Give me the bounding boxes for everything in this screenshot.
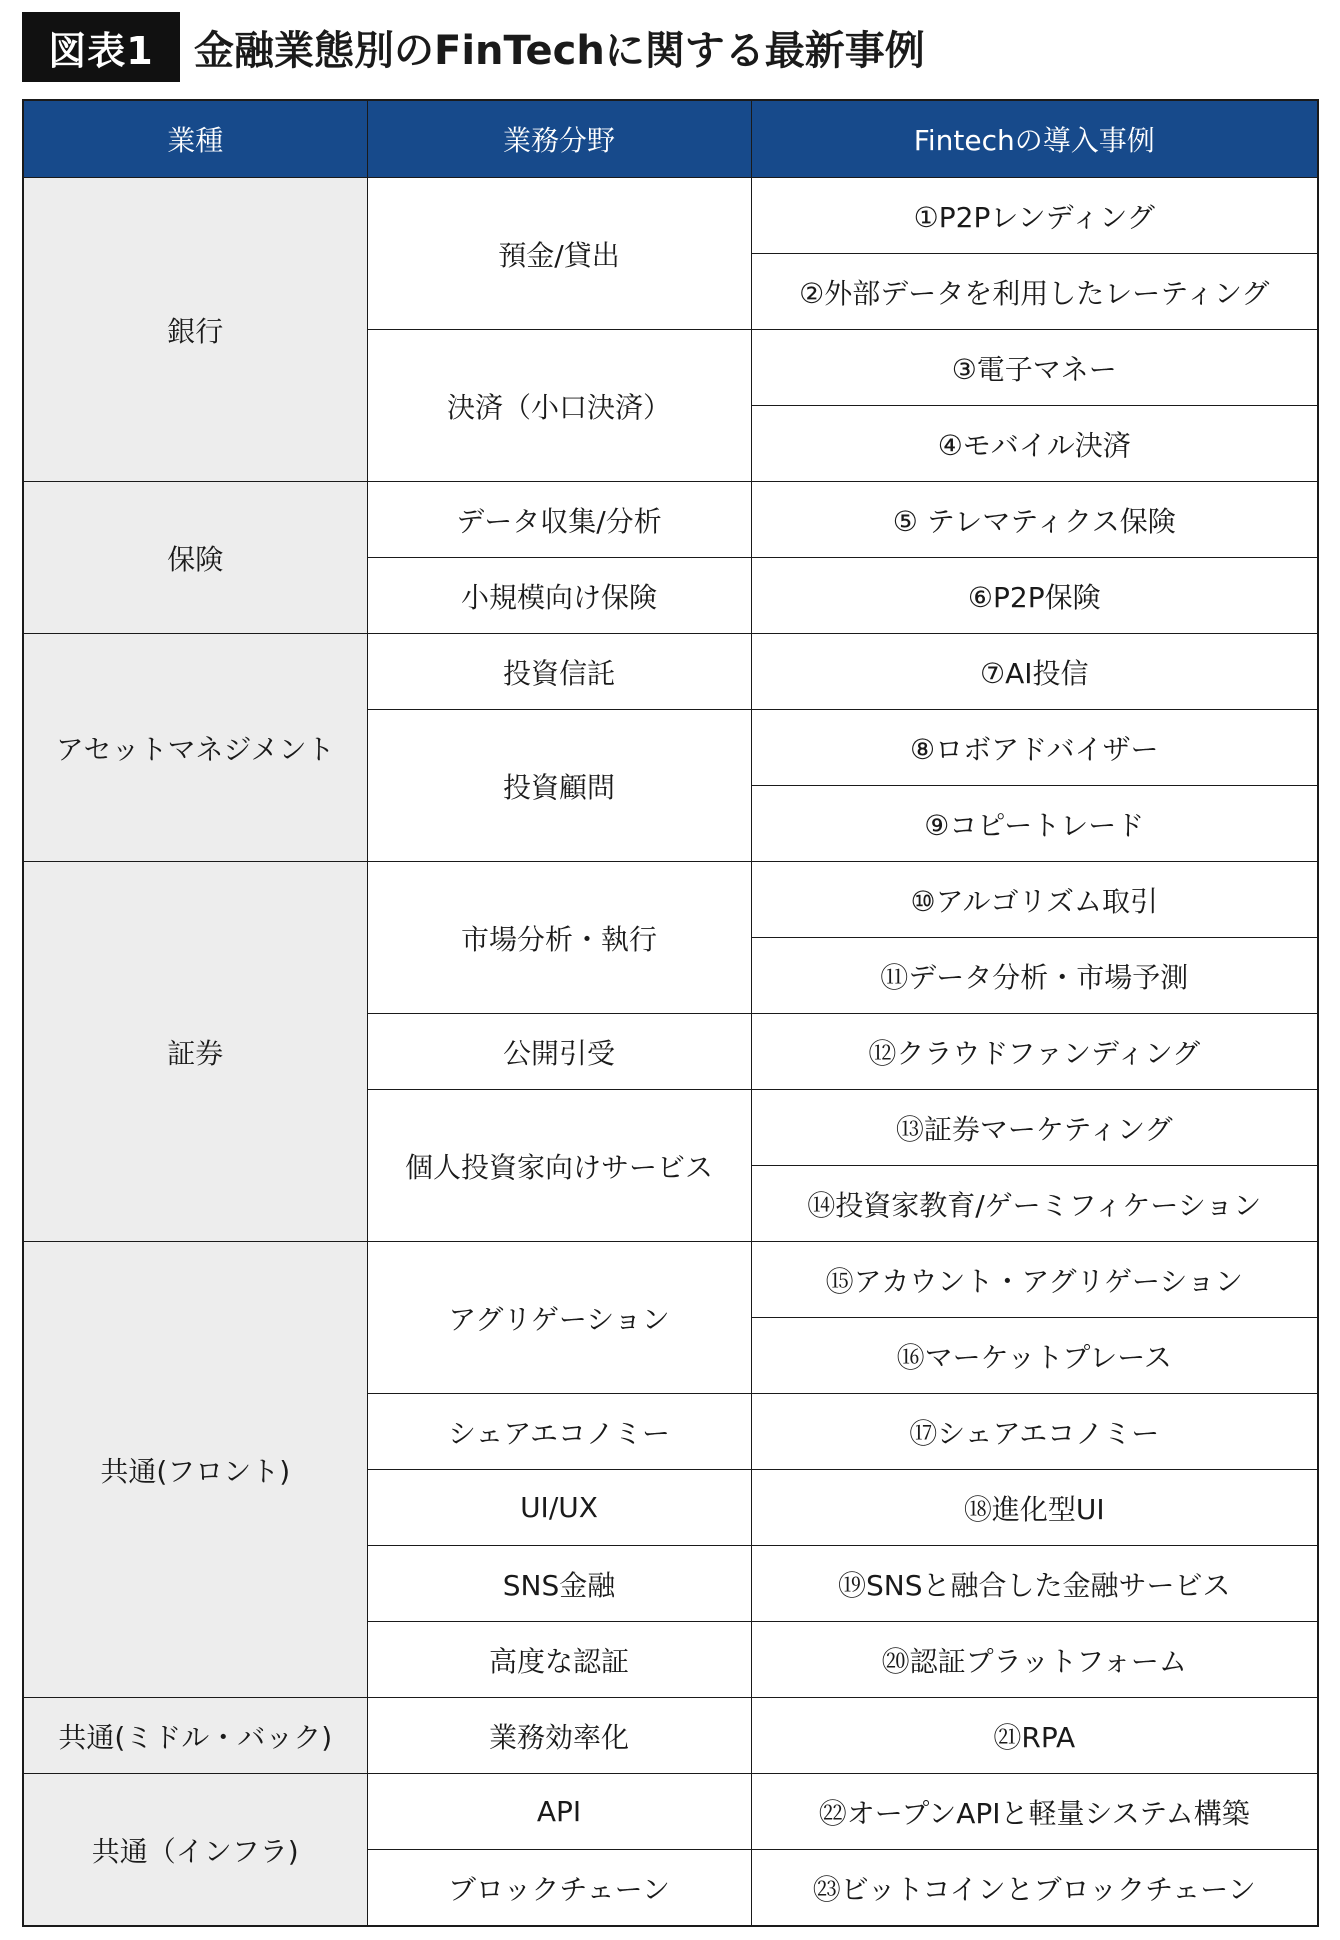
field-cell: データ収集/分析: [367, 482, 751, 558]
header-example: Fintechの導入事例: [751, 100, 1318, 178]
field-cell: 公開引受: [367, 1014, 751, 1090]
field-cell: 投資信託: [367, 634, 751, 710]
industry-cell: 共通（インフラ): [23, 1774, 367, 1927]
example-cell: ⑪データ分析・市場予測: [751, 938, 1318, 1014]
industry-cell: アセットマネジメント: [23, 634, 367, 862]
example-cell: ⑥P2P保険: [751, 558, 1318, 634]
example-cell: ⑲SNSと融合した金融サービス: [751, 1546, 1318, 1622]
example-cell: ㉑RPA: [751, 1698, 1318, 1774]
table-row: [23, 634, 1318, 710]
industry-cell: 共通(フロント): [23, 1242, 367, 1698]
field-cell: 業務効率化: [367, 1698, 751, 1774]
table-row: [23, 482, 1318, 558]
example-cell: ㉓ビットコインとブロックチェーン: [751, 1850, 1318, 1927]
field-cell: UI/UX: [367, 1470, 751, 1546]
example-cell: ㉒オープンAPIと軽量システム構築: [751, 1774, 1318, 1850]
industry-cell: 保険: [23, 482, 367, 634]
field-cell: 小規模向け保険: [367, 558, 751, 634]
header-industry: 業種: [23, 100, 367, 178]
field-cell: アグリゲーション: [367, 1242, 751, 1394]
field-cell: 高度な認証: [367, 1622, 751, 1698]
table-row: [23, 1698, 1318, 1774]
field-cell: API: [367, 1774, 751, 1850]
header-field: 業務分野: [367, 100, 751, 178]
fintech-cases-table: [22, 99, 1319, 1927]
example-cell: ⑬証券マーケティング: [751, 1090, 1318, 1166]
field-cell: SNS金融: [367, 1546, 751, 1622]
example-cell: ⑳認証プラットフォーム: [751, 1622, 1318, 1698]
example-cell: ③電子マネー: [751, 330, 1318, 406]
example-cell: ①P2Pレンディング: [751, 178, 1318, 254]
field-cell: 決済（小口決済）: [367, 330, 751, 482]
table-row: [23, 1774, 1318, 1850]
industry-cell: 銀行: [23, 178, 367, 482]
example-cell: ⑭投資家教育/ゲーミフィケーション: [751, 1166, 1318, 1242]
industry-cell: 証券: [23, 862, 367, 1242]
figure-title-row: [22, 12, 925, 82]
table-header-row: [23, 100, 1318, 178]
example-cell: ⑯マーケットプレース: [751, 1318, 1318, 1394]
example-cell: ⑰シェアエコノミー: [751, 1394, 1318, 1470]
field-cell: ブロックチェーン: [367, 1850, 751, 1927]
figure-badge: 図表1: [22, 12, 180, 82]
example-cell: ②外部データを利用したレーティング: [751, 254, 1318, 330]
field-cell: 個人投資家向けサービス: [367, 1090, 751, 1242]
field-cell: 投資顧問: [367, 710, 751, 862]
example-cell: ⑩アルゴリズム取引: [751, 862, 1318, 938]
figure-title: 金融業態別のFinTechに関する最新事例: [194, 27, 925, 74]
example-cell: ④モバイル決済: [751, 406, 1318, 482]
example-cell: ⑮アカウント・アグリゲーション: [751, 1242, 1318, 1318]
example-cell: ⑤ テレマティクス保険: [751, 482, 1318, 558]
table-row: [23, 1242, 1318, 1318]
example-cell: ⑱進化型UI: [751, 1470, 1318, 1546]
table-row: [23, 862, 1318, 938]
field-cell: シェアエコノミー: [367, 1394, 751, 1470]
industry-cell: 共通(ミドル・バック): [23, 1698, 367, 1774]
table-body: [23, 178, 1318, 1927]
example-cell: ⑦AI投信: [751, 634, 1318, 710]
field-cell: 預金/貸出: [367, 178, 751, 330]
table-row: [23, 178, 1318, 254]
example-cell: ⑨コピートレード: [751, 786, 1318, 862]
field-cell: 市場分析・執行: [367, 862, 751, 1014]
example-cell: ⑧ロボアドバイザー: [751, 710, 1318, 786]
example-cell: ⑫クラウドファンディング: [751, 1014, 1318, 1090]
